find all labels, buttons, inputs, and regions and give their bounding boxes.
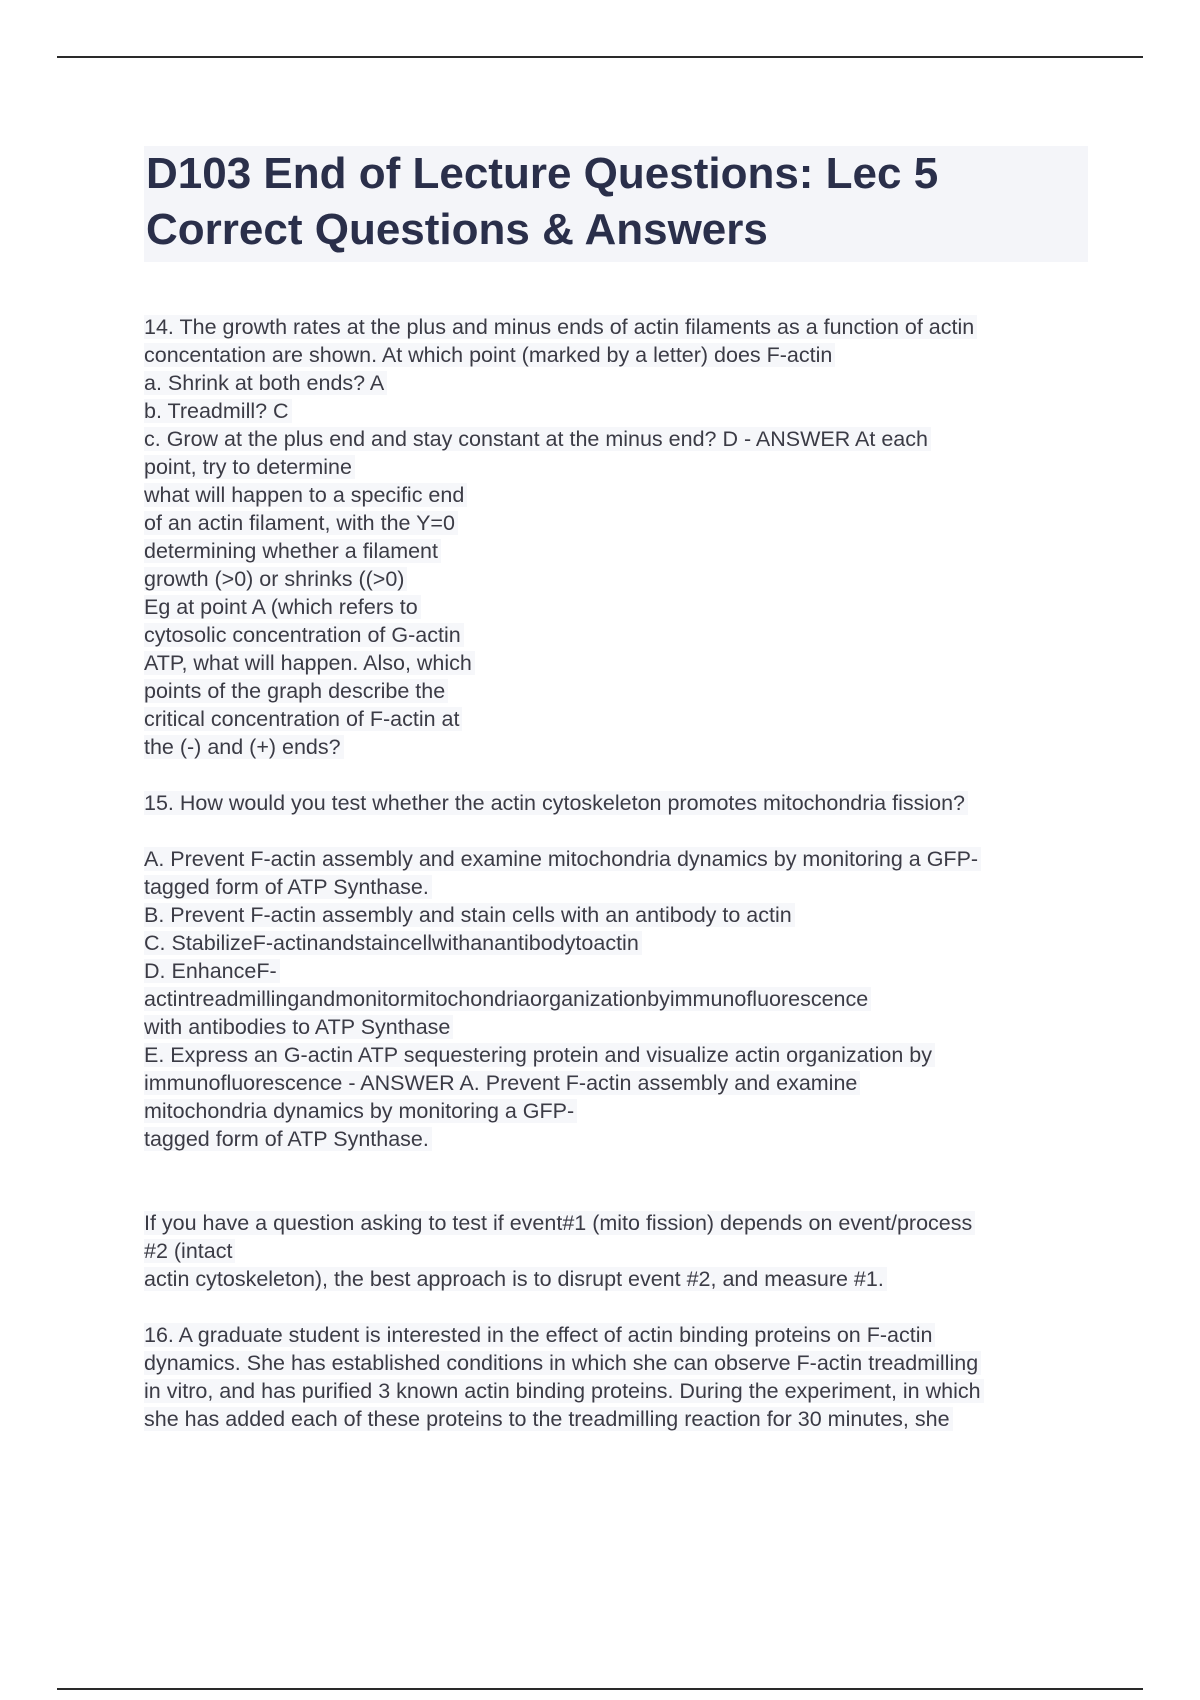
footer-rule <box>57 1688 1143 1690</box>
text-line: of an actin filament, with the Y=0 <box>144 509 1104 537</box>
document-body <box>144 313 1104 1433</box>
text-line: actin cytoskeleton), the best approach is to disrupt event #2, and measure #1. <box>144 1265 1104 1293</box>
text-line: she has added each of these proteins to the treadmilling reaction for 30 minutes, she <box>144 1405 1104 1433</box>
text-line: tagged form of ATP Synthase. <box>144 1125 1104 1153</box>
text-line: A. Prevent F-actin assembly and examine mitochondria dynamics by monitoring a GFP- <box>144 845 1104 873</box>
text-line: growth (>0) or shrinks ((>0) <box>144 565 1104 593</box>
text-line: D. EnhanceF- <box>144 957 1104 985</box>
question-14 <box>144 313 1104 761</box>
text-line: concentation are shown. At which point (marked by a letter) does F-actin <box>144 341 1104 369</box>
text-line: C. StabilizeF-actinandstaincellwithanantibodytoactin <box>144 929 1104 957</box>
text-line: c. Grow at the plus end and stay constant at the minus end? D - ANSWER At each <box>144 425 1104 453</box>
text-line: with antibodies to ATP Synthase <box>144 1013 1104 1041</box>
text-line: critical concentration of F-actin at <box>144 705 1104 733</box>
text-line: E. Express an G-actin ATP sequestering protein and visualize actin organization by <box>144 1041 1104 1069</box>
text-line: point, try to determine <box>144 453 1104 481</box>
text-line: the (-) and (+) ends? <box>144 733 1104 761</box>
spacer <box>144 1293 1104 1321</box>
spacer <box>144 817 1104 845</box>
text-line: 14. The growth rates at the plus and minus ends of actin filaments as a function of actin <box>144 313 1104 341</box>
spacer <box>144 1153 1104 1209</box>
text-line: If you have a question asking to test if event#1 (mito fission) depends on event/process <box>144 1209 1104 1237</box>
text-line: tagged form of ATP Synthase. <box>144 873 1104 901</box>
text-line: in vitro, and has purified 3 known actin binding proteins. During the experiment, in which <box>144 1377 1104 1405</box>
spacer <box>144 761 1104 789</box>
text-line: #2 (intact <box>144 1237 1104 1265</box>
text-line: points of the graph describe the <box>144 677 1104 705</box>
document-title <box>144 146 1088 262</box>
question-15-prompt: 15. How would you test whether the actin cytoskeleton promotes mitochondria fission? <box>144 789 1104 817</box>
title-line-2: Correct Questions & Answers <box>146 205 768 254</box>
text-line: B. Prevent F-actin assembly and stain cells with an antibody to actin <box>144 901 1104 929</box>
text-line: actintreadmillingandmonitormitochondriaorganizationbyimmunofluorescence <box>144 985 1104 1013</box>
question-15-options <box>144 845 1104 1153</box>
text-line: 16. A graduate student is interested in the effect of actin binding proteins on F-actin <box>144 1321 1104 1349</box>
text-line: a. Shrink at both ends? A <box>144 369 1104 397</box>
approach-note <box>144 1209 1104 1293</box>
text-line: dynamics. She has established conditions in which she can observe F-actin treadmilling <box>144 1349 1104 1377</box>
text-line: Eg at point A (which refers to <box>144 593 1104 621</box>
question-16 <box>144 1321 1104 1433</box>
title-line-1: D103 End of Lecture Questions: Lec 5 <box>146 149 939 198</box>
text-line: determining whether a filament <box>144 537 1104 565</box>
text-line: immunofluorescence - ANSWER A. Prevent F-actin assembly and examine <box>144 1069 1104 1097</box>
text-line: b. Treadmill? C <box>144 397 1104 425</box>
header-rule <box>57 56 1143 58</box>
text-line: mitochondria dynamics by monitoring a GFP- <box>144 1097 1104 1125</box>
text-line: what will happen to a specific end <box>144 481 1104 509</box>
text-line: ATP, what will happen. Also, which <box>144 649 1104 677</box>
text-line: cytosolic concentration of G-actin <box>144 621 1104 649</box>
